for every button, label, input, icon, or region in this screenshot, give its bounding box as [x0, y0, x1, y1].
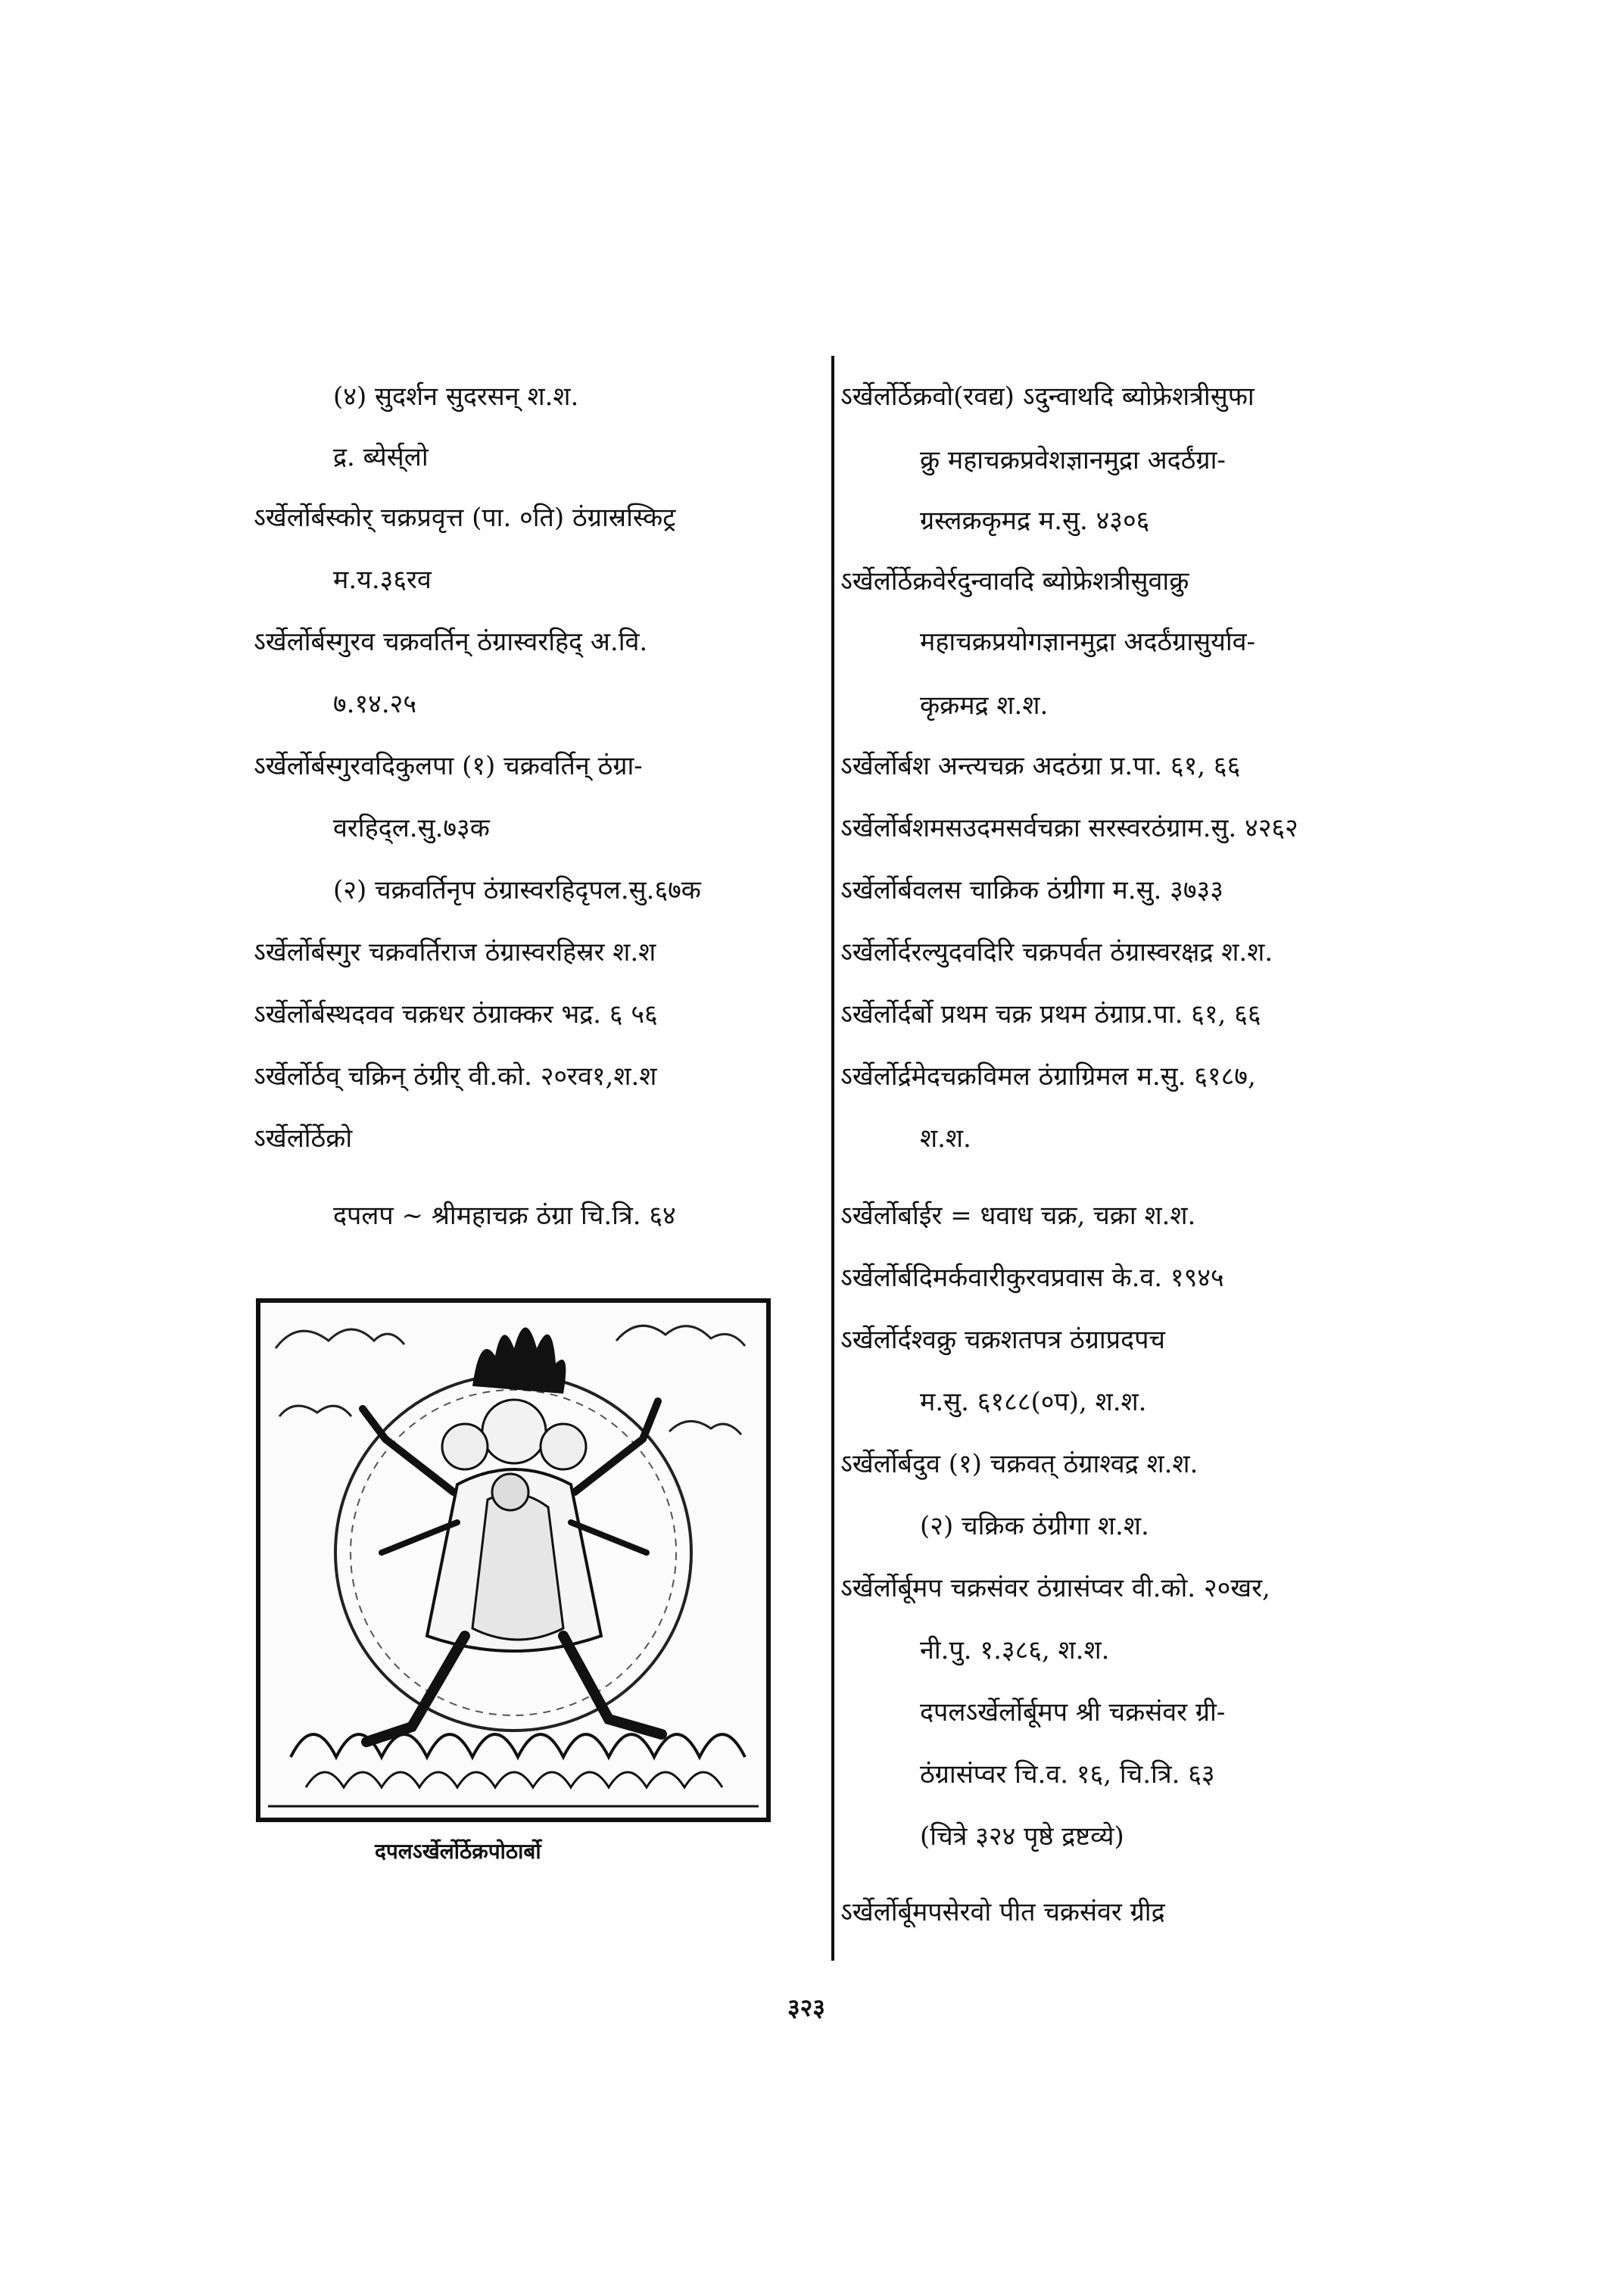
entry-line: ऽर्खेर्लो‌र्बाईर = धवाध चक्र, चक्रा श.श.	[840, 1201, 1196, 1231]
entry-line: ऽर्खेर्लो‌र्द्रमेदचक्रविमल ठं‌ग्राग्रिमल म.सु. ६१८७,	[840, 1061, 1256, 1092]
figure-caption: दपलऽर्खेर्लो‌र्ठेक्रपोठा‌र्बो	[375, 1839, 541, 1864]
entry-line: ऽर्खेर्लो‌र्ठेक्रो	[254, 1123, 353, 1154]
entry-line: ऽर्खेर्लो‌र्बस्कोर् चक्रप्रवृत्त (पा. ०ति) ठं‌ग्रास्रस्किट्र	[254, 503, 676, 533]
entry-line: दपलप ~ श्रीमहाचक्र ठं‌ग्रा चि.त्रि. ६४	[333, 1201, 676, 1231]
entry-line: ऽर्खेर्लो‌र्बशमसउदमसर्वचक्रा सरस्वरठं‌ग्राम.सु. ४२६२	[840, 813, 1298, 843]
entry-line: ऽर्खेर्लो‌र्दरल्युदवदिरि चक्रपर्वत ठं‌ग्रास्वरक्षद्र श.श.	[840, 937, 1273, 967]
entry-line: द्र. ब्येर्स्‌लो	[333, 442, 429, 472]
page-number: ३२३	[787, 1993, 825, 2022]
entry-line: श.श.	[920, 1123, 971, 1154]
deity-illustration-icon	[260, 1303, 766, 1818]
entry-line: ग्रस्ल‌क्रकृमद्र म.सु. ४३०६	[920, 506, 1150, 536]
entry-line: ऽर्खेर्लो‌र्बस्गुरवदिकुलपा (१) चक्रवर्तिन् ठं‌ग्रा-	[254, 751, 643, 781]
entry-line: ऽर्खेर्लो‌र्बवलस चाक्रिक ठं‌ग्रीगा म.सु. ३७३३	[840, 875, 1223, 905]
entry-line: म.य.३६रव	[333, 565, 432, 595]
entry-line: ७.१४.२५	[333, 689, 417, 719]
entry-line: (२) चक्रिक ठं‌ग्रीगा श.श.	[920, 1511, 1149, 1541]
entry-line: ऽर्खेर्लो‌र्बश अन्त्यचक्र अदठं‌ग्रा प्र.पा. ६१, ६६	[840, 751, 1241, 781]
entry-line: ऽर्खेर्लो‌र्बस्गुरव चक्रवर्तिन् ठं‌ग्रास्वरहिद् अ.वि.	[254, 627, 648, 657]
entry-line: ऽर्खेर्लो‌र्ठेक्रवेर्रदुन्वावदि ब्योफ्रेशत्रीसुवाक्रु	[840, 566, 1189, 597]
entry-line: (चित्रे ३२४ पृष्ठे द्रष्टव्ये)	[920, 1821, 1124, 1852]
entry-line: वरहिद्ल.सु.७३क	[333, 813, 490, 843]
entry-line: (२) चक्रवर्तिनृप ठं‌ग्रास्वरहिदृपल.सु.६७क	[333, 875, 701, 905]
entry-line: ऽर्खेर्लो‌र्ठव् चक्रिन् ठं‌ग्रीर् वी.को. २०रव१,श.श	[254, 1061, 657, 1092]
entry-line: ठं‌ग्रासंप्वर चि.व. १६, चि.त्रि. ६३	[920, 1759, 1215, 1790]
entry-line: कृक्रमद्र श.श.	[920, 690, 1049, 721]
entry-line: (४) सुदर्शन सुदरसन् श.श.	[333, 382, 579, 412]
entry-line: दपलऽर्खेर्लो‌र्बूमप श्री चक्रसंवर ग्री-	[920, 1697, 1226, 1728]
entry-line: क्रु महाचक्रप्रवेशज्ञानमुद्रा अदर्ठं‌ग्रा-	[920, 445, 1226, 475]
entry-line: ऽर्खेर्लो‌र्बदुव (१) चक्रवत् ठं‌ग्राश्वद्र श.श.	[840, 1449, 1199, 1479]
entry-line: ऽर्खेर्लो‌र्बूमप चक्रसंवर ठं‌ग्रासंप्वर वी.को. २०खर,	[840, 1573, 1270, 1603]
deity-illustration-frame	[256, 1298, 771, 1822]
column-divider	[831, 356, 834, 1961]
entry-line: ऽर्खेर्लो‌र्बदिमर्कवारीकुरवप्रवास के.व. १९४५	[840, 1263, 1224, 1293]
entry-line: ऽर्खेर्लो‌र्दश्वक्रु चक्रशतपत्र ठं‌ग्राप्रदपच	[840, 1325, 1166, 1355]
entry-line: ऽर्खेर्लो‌र्बस्गुर चक्रवर्तिराज ठं‌ग्रास्वरहिस्रर श.श	[254, 937, 656, 967]
entry-line: ऽर्खेर्लो‌र्बस्थदवव चक्रधर ठं‌ग्राक्कर भद्र. ६ ५६	[254, 999, 658, 1030]
entry-line: ऽर्खेर्लो‌र्ठेक्रवो(रवद्य) ऽदुन्वाथदि ब्योफ्रेशत्रीसुफा	[840, 382, 1255, 412]
entry-line: ऽर्खेर्लो‌र्बूमपसेरवो पीत चक्रसंवर ग्रीद्र	[840, 1897, 1165, 1927]
entry-line: म.सु. ६१८८(०प), श.श.	[920, 1387, 1147, 1417]
entry-line: नी.पु. १.३८६, श.श.	[920, 1635, 1110, 1665]
entry-line: ऽर्खेर्लो‌र्दर्बो प्रथम चक्र प्रथम ठं‌ग्राप्र.पा. ६१, ६६	[840, 999, 1261, 1030]
entry-line: महाचक्रप्रयोगज्ञानमुद्रा अदर्ठं‌ग्रासुर्याव-	[920, 627, 1256, 657]
